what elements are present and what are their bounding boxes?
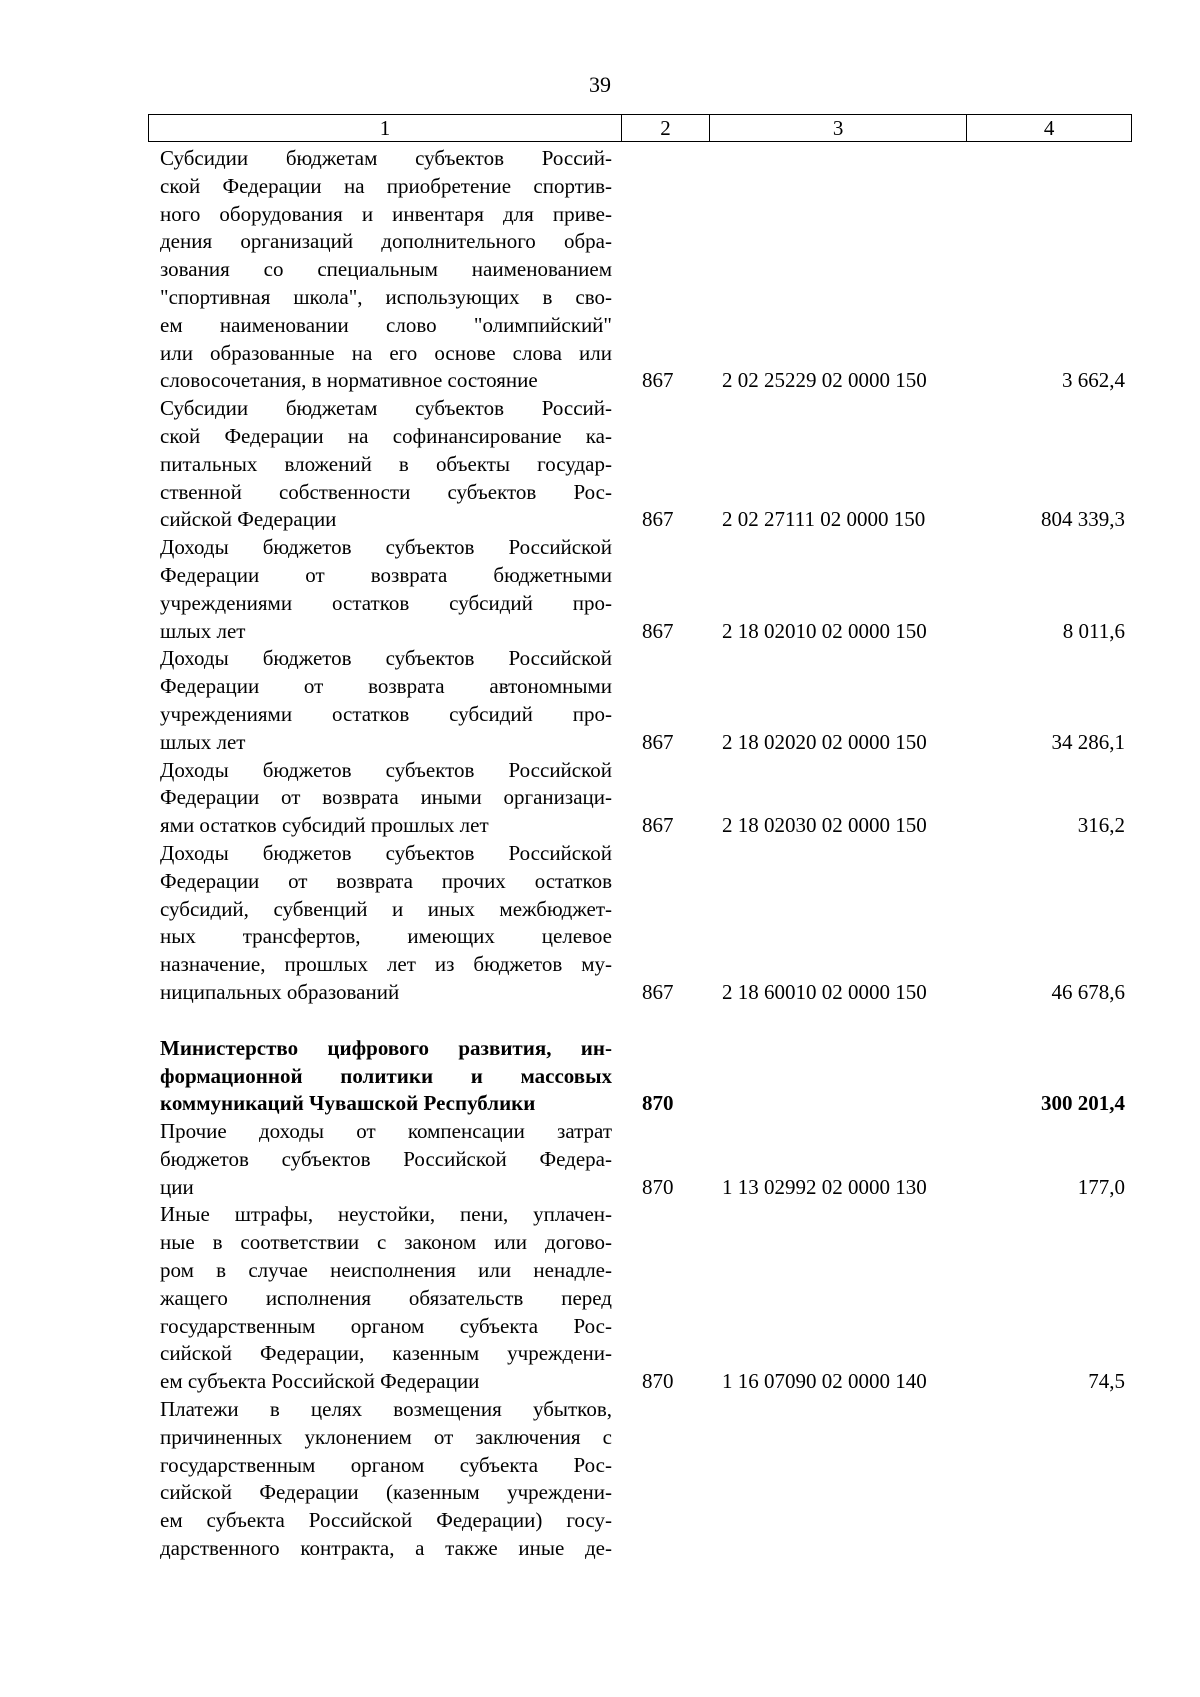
description-line: жащего исполнения обязательств перед: [160, 1285, 612, 1310]
row-budget-code: 2 18 02010 02 0000 150: [722, 618, 927, 643]
row-budget-code: 2 18 02030 02 0000 150: [722, 813, 927, 838]
row-admin-code: 870: [642, 1091, 674, 1116]
row-admin-code: 867: [642, 507, 674, 532]
description-line: причиненных уклонением от заключения с: [160, 1424, 612, 1449]
description-line: ской Федерации на софинансирование ка-: [160, 423, 612, 448]
row-budget-code: 1 13 02992 02 0000 130: [722, 1174, 927, 1199]
description-line: учреждениями остатков субсидий про-: [160, 590, 612, 615]
description-line: питальных вложений в объекты государ-: [160, 451, 612, 476]
description-line: ции: [160, 1174, 194, 1199]
description-line: "спортивная школа", использующих в сво-: [160, 284, 612, 309]
description-line: коммуникаций Чувашской Республики: [160, 1091, 536, 1116]
column-header-2: 2: [622, 115, 710, 141]
description-line: дарственного контракта, а также иные де-: [160, 1536, 612, 1561]
row-description: [160, 1118, 612, 1201]
table-row: [160, 145, 1130, 395]
description-line: Доходы бюджетов субъектов Российской: [160, 757, 612, 782]
description-line: Субсидии бюджетам субъектов Россий-: [160, 396, 612, 421]
row-spacer: [160, 1007, 1130, 1035]
description-line: ской Федерации на приобретение спортив-: [160, 173, 612, 198]
description-line: ных трансфертов, имеющих целевое: [160, 924, 612, 949]
column-header-3: 3: [710, 115, 967, 141]
table-header: [148, 114, 1132, 142]
row-description: [160, 645, 612, 756]
description-line: дения организаций дополнительного обра-: [160, 229, 612, 254]
table-row: [160, 1396, 1130, 1563]
row-description: [160, 757, 612, 840]
description-line: субсидий, субвенций и иных межбюджет-: [160, 896, 612, 921]
table-row: [160, 534, 1130, 645]
row-admin-code: 867: [642, 979, 674, 1004]
description-line: Федерации от возврата бюджетными: [160, 562, 612, 587]
description-line: ем наименовании слово "олимпийский": [160, 312, 612, 337]
description-line: Иные штрафы, неустойки, пени, уплачен-: [160, 1202, 612, 1227]
description-line: Доходы бюджетов субъектов Российской: [160, 840, 612, 865]
description-line: Платежи в целях возмещения убытков,: [160, 1397, 612, 1422]
row-budget-code: 2 18 02020 02 0000 150: [722, 729, 927, 754]
row-admin-code: 867: [642, 618, 674, 643]
row-amount: 46 678,6: [1051, 979, 1125, 1004]
row-admin-code: 870: [642, 1174, 674, 1199]
row-admin-code: 867: [642, 813, 674, 838]
description-line: Прочие доходы от компенсации затрат: [160, 1119, 612, 1144]
description-line: ром в случае неисполнения или ненадле-: [160, 1258, 612, 1283]
row-amount: 804 339,3: [1041, 507, 1125, 532]
row-amount: 3 662,4: [1062, 368, 1125, 393]
description-line: ного оборудования и инвентаря для приве-: [160, 201, 612, 226]
row-description: [160, 840, 612, 1007]
row-amount: 300 201,4: [1041, 1091, 1125, 1116]
description-line: Федерации от возврата прочих остатков: [160, 868, 612, 893]
table-row: [160, 840, 1130, 1007]
column-header-4: 4: [1043, 116, 1055, 140]
description-line: бюджетов субъектов Российской Федера-: [160, 1146, 612, 1171]
description-line: словосочетания, в нормативное состояние: [160, 368, 538, 393]
description-line: формационной политики и массовых: [160, 1063, 612, 1088]
row-amount: 8 011,6: [1062, 618, 1125, 643]
row-budget-code: 2 02 27111 02 0000 150: [722, 507, 926, 532]
row-description: [160, 145, 612, 395]
description-line: ем субъекта Российской Федерации) госу-: [160, 1508, 612, 1533]
description-line: Доходы бюджетов субъектов Российской: [160, 535, 612, 560]
row-budget-code: 2 02 25229 02 0000 150: [722, 368, 927, 393]
row-amount: 74,5: [1088, 1369, 1125, 1394]
description-line: государственным органом субъекта Рос-: [160, 1452, 612, 1477]
row-amount: 316,2: [1077, 813, 1125, 838]
row-amount: 34 286,1: [1051, 729, 1125, 754]
description-line: сийской Федерации, казенным учреждени-: [160, 1341, 612, 1366]
page-number: 39: [589, 72, 611, 97]
table-row: [160, 1201, 1130, 1396]
row-budget-code: 1 16 07090 02 0000 140: [722, 1369, 927, 1394]
row-description: [160, 1396, 612, 1563]
row-amount: 177,0: [1077, 1174, 1125, 1199]
description-line: ем субъекта Российской Федерации: [160, 1369, 480, 1394]
description-line: Доходы бюджетов субъектов Российской: [160, 646, 612, 671]
description-line: шлых лет: [160, 729, 246, 754]
description-line: ями остатков субсидий прошлых лет: [160, 813, 489, 838]
row-admin-code: 867: [642, 368, 674, 393]
description-line: зования со специальным наименованием: [160, 257, 612, 282]
description-line: Субсидии бюджетам субъектов Россий-: [160, 146, 612, 170]
row-admin-code: 870: [642, 1369, 674, 1394]
description-line: Министерство цифрового развития, ин-: [160, 1035, 612, 1060]
row-description: [160, 1035, 612, 1118]
description-line: или образованные на его основе слова или: [160, 340, 612, 365]
column-header-1: 1: [149, 115, 622, 141]
row-description: [160, 1201, 612, 1396]
table-row: [160, 1035, 1130, 1118]
description-line: Федерации от возврата автономными: [160, 674, 612, 699]
table-row: [160, 645, 1130, 756]
description-line: учреждениями остатков субсидий про-: [160, 701, 612, 726]
row-description: [160, 534, 612, 645]
description-line: сийской Федерации (казенным учреждени-: [160, 1480, 612, 1505]
table-row: [160, 395, 1130, 534]
description-line: сийской Федерации: [160, 507, 337, 532]
row-description: [160, 395, 612, 534]
description-line: ниципальных образований: [160, 979, 400, 1004]
description-line: ные в соответствии с законом или догово-: [160, 1230, 612, 1255]
description-line: государственным органом субъекта Рос-: [160, 1313, 612, 1338]
table-row: [160, 757, 1130, 840]
row-admin-code: 867: [642, 729, 674, 754]
table-body: [160, 145, 1130, 1563]
description-line: назначение, прошлых лет из бюджетов му-: [160, 952, 612, 977]
description-line: Федерации от возврата иными организаци-: [160, 785, 612, 810]
description-line: шлых лет: [160, 618, 246, 643]
table-row: [160, 1118, 1130, 1201]
description-line: ственной собственности субъектов Рос-: [160, 479, 612, 504]
row-budget-code: 2 18 60010 02 0000 150: [722, 979, 927, 1004]
